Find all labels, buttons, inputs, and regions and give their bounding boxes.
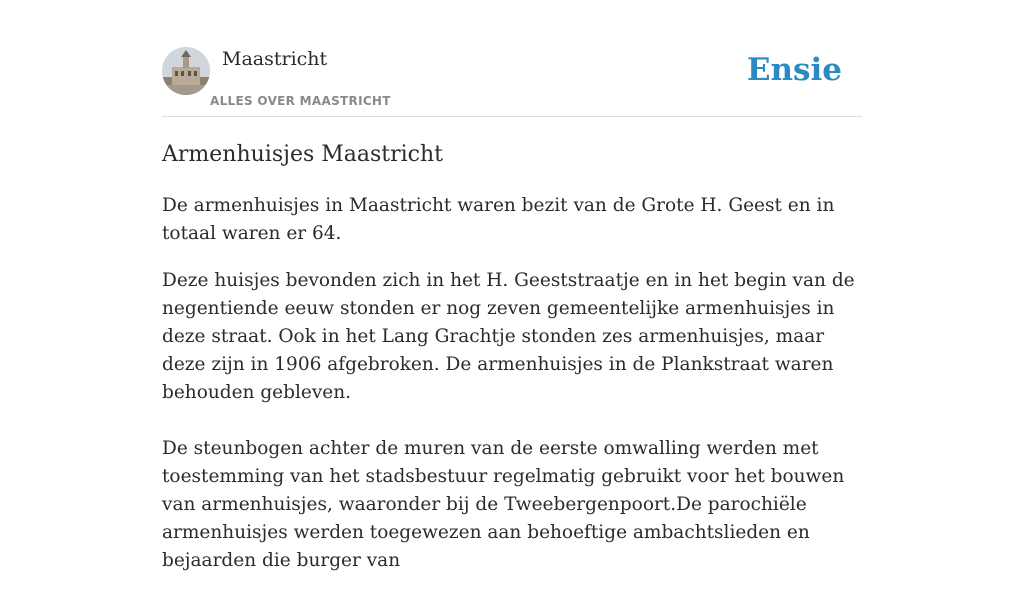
paragraph: De armenhuisjes in Maastricht waren bezit van de Grote H. Geest en in totaal waren er 64. — [162, 195, 835, 244]
avatar[interactable] — [162, 47, 210, 95]
page-title: Armenhuisjes Maastricht — [162, 142, 444, 167]
site-subtitle: ALLES OVER MAASTRICHT — [210, 94, 391, 108]
page-container — [162, 0, 862, 571]
brand-logo[interactable]: Ensie — [746, 52, 842, 88]
paragraph: De steunbogen achter de muren van de eerste omwalling werden met toestemming van het stadsbestuur regelmatig gebruikt voor het bouwen van armenhuisjes, waaronder bij de Tweebergenpoort.De parochiële armenhuisjes werden toegewezen aan behoeftige ambachtslieden en bejaarden die burger van — [162, 438, 845, 571]
site-header — [162, 0, 862, 117]
paragraph: Deze huisjes bevonden zich in het H. Geeststraatje en in het begin van de negentiende eeuw stonden er nog zeven gemeentelijke armenhuisjes in deze straat. Ook in het Lang Grachtje stonden zes armenhuisjes, maar deze zijn in 1906 afgebroken. De armenhuisjes in de Plankstraat waren behouden gebleven. — [162, 270, 855, 403]
town-hall-icon — [162, 47, 210, 95]
article-body — [162, 192, 862, 594]
site-name[interactable]: Maastricht — [222, 48, 328, 70]
